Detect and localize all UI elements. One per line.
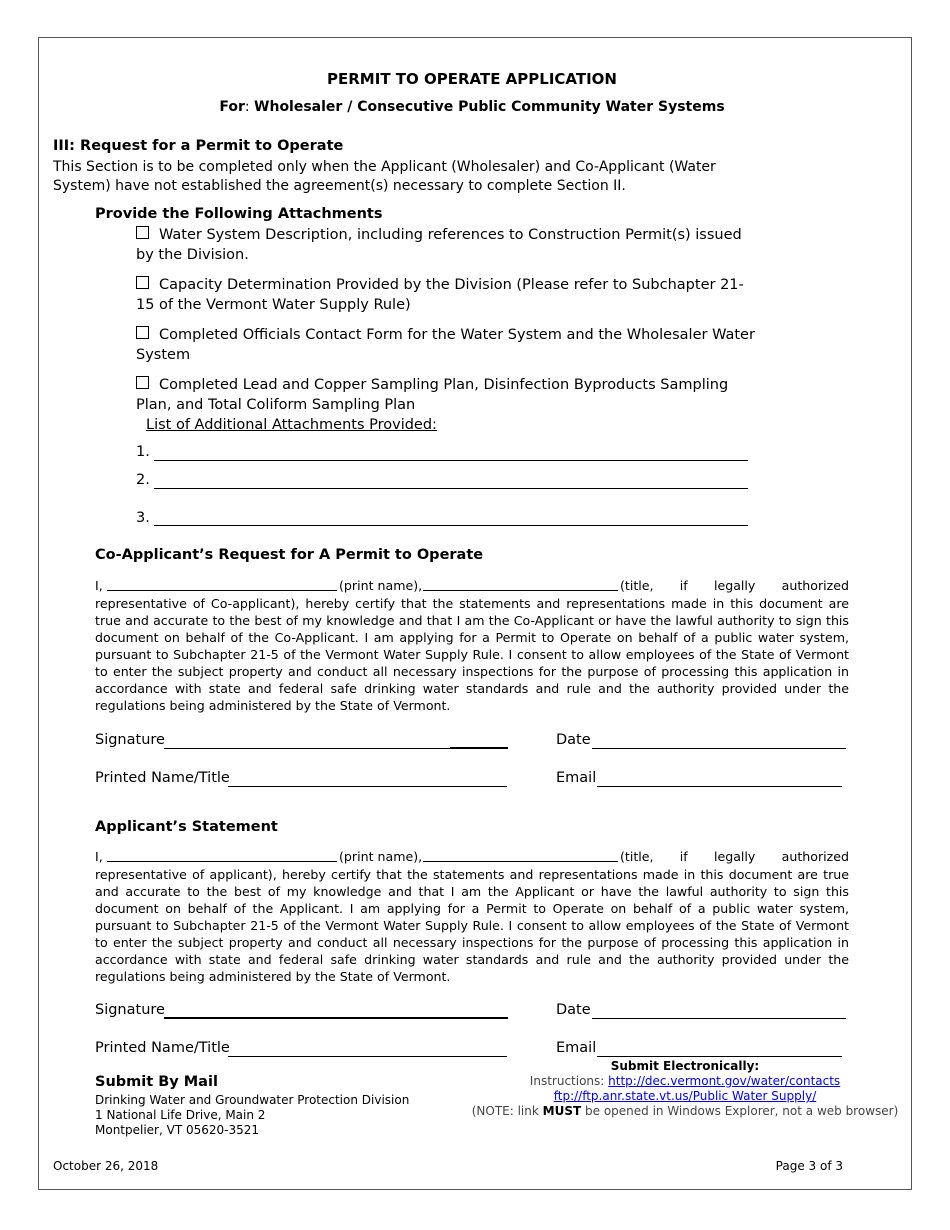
note-start: (NOTE: link	[471, 1104, 539, 1118]
co-applicant-print-name-line[interactable]	[107, 590, 337, 591]
footer-page-number: Page 3 of 3	[775, 1159, 843, 1173]
signature-underline-accent	[450, 747, 508, 749]
applicant-printed-name-label: Printed Name/Title	[95, 1040, 230, 1056]
applicant-print-name-label: (print name),	[339, 849, 423, 864]
applicant-signature-label: Signature	[95, 1002, 165, 1018]
attachment-label: Water System Description, including references to Construction Permit(s) issued by the Division.	[136, 227, 742, 263]
electronic-instructions	[470, 1074, 900, 1088]
instructions-label: Instructions:	[529, 1074, 605, 1088]
checkbox-icon[interactable]	[136, 326, 149, 339]
mail-city: Montpelier, VT 05620-3521	[95, 1123, 260, 1137]
applicant-email-field[interactable]	[597, 1056, 842, 1057]
applicant-heading: Applicant’s Statement	[95, 819, 278, 835]
co-applicant-print-name-label: (print name),	[339, 578, 423, 593]
applicant-print-name-line[interactable]	[107, 861, 337, 862]
checkbox-icon[interactable]	[136, 376, 149, 389]
checkbox-icon[interactable]	[136, 276, 149, 289]
subtitle-text: Wholesaler / Consecutive Public Community Water Systems	[254, 99, 725, 115]
attachment-label: Capacity Determination Provided by the Division (Please refer to Subchapter 21-15 of the Vermont Water Supply Rule)	[136, 277, 744, 313]
attachment-line-1[interactable]	[154, 460, 748, 461]
co-applicant-heading: Co-Applicant’s Request for A Permit to Operate	[95, 547, 484, 563]
attachment-item[interactable]	[136, 325, 756, 365]
applicant-title-label: (title, if legally authorized	[620, 849, 849, 864]
page-title: PERMIT TO OPERATE APPLICATION	[327, 70, 617, 88]
attachment-label: Completed Lead and Copper Sampling Plan, Disinfection Byproducts Sampling Plan, and Total Coliform Sampling Plan	[136, 377, 729, 413]
applicant-printed-name-field[interactable]	[228, 1056, 507, 1057]
mail-street: 1 National Life Drive, Main 2	[95, 1108, 266, 1122]
applicant-email-label: Email	[556, 1040, 597, 1056]
applicant-title-line[interactable]	[423, 861, 618, 862]
co-applicant-certification: representative of Co-applicant), hereby certify that the statements and representations made in this document are true and accurate to the best of my knowledge and that I am the Co-Applicant or have the lawful authority to sign this document on behalf of the Co-Applicant. I am applying for a Permit to Operate on behalf of a public water system, pursuant to Subchapter 21-5 of the Vermont Water Supply Rule. I consent to allow employees of the State of Vermont to enter the subject property and conduct all necessary inspections for the purpose of processing this application in accordance with state and federal safe drinking water standards and rule and the authority provided under the regulations being administered by the State of Vermont.	[95, 596, 849, 713]
co-applicant-date-label: Date	[556, 732, 591, 748]
attachment-line-3[interactable]	[154, 525, 748, 526]
co-applicant-email-label: Email	[556, 770, 597, 786]
checkbox-icon[interactable]	[136, 226, 149, 239]
applicant-date-field[interactable]	[592, 1018, 846, 1019]
attachment-number: 1.	[136, 444, 150, 460]
electronic-heading: Submit Electronically:	[610, 1059, 760, 1073]
applicant-date-label: Date	[556, 1002, 591, 1018]
attachment-line-2[interactable]	[154, 488, 748, 489]
mail-heading: Submit By Mail	[95, 1074, 218, 1090]
applicant-i: I,	[95, 849, 103, 864]
attachment-item[interactable]	[136, 375, 756, 415]
co-applicant-printed-name-label: Printed Name/Title	[95, 770, 230, 786]
ftp-link[interactable]: ftp://ftp.anr.state.vt.us/Public Water Supply/	[553, 1089, 817, 1103]
co-applicant-title-label: (title, if legally authorized	[620, 578, 849, 593]
subtitle-label: For	[219, 99, 245, 115]
attachment-item[interactable]	[136, 225, 756, 265]
co-applicant-email-field[interactable]	[597, 786, 842, 787]
applicant-certification: representative of applicant), hereby certify that the statements and representations made in this document are true and accurate to the best of my knowledge and that I am the Applicant or have the lawful authority to sign this document on behalf of the Applicant. I am applying for a Permit to Operate on behalf of a public water system, pursuant to Subchapter 21-5 of the Vermont Water Supply Rule. I consent to allow employees of the State of Vermont to enter the subject property and conduct all necessary inspections for the purpose of processing this application in accordance with state and federal safe drinking water standards and rule and the authority provided under the regulations being administered by the State of Vermont.	[95, 867, 849, 984]
co-applicant-date-field[interactable]	[592, 748, 846, 749]
additional-attachments-title: List of Additional Attachments Provided:	[146, 417, 437, 433]
page-subtitle: For: Wholesaler / Consecutive Public Community Water Systems	[219, 99, 725, 115]
attachment-item[interactable]	[136, 275, 756, 315]
electronic-note	[470, 1104, 900, 1118]
co-applicant-printed-name-field[interactable]	[228, 786, 507, 787]
co-applicant-i: I,	[95, 578, 103, 593]
note-end: be opened in Windows Explorer, not a web browser)	[585, 1104, 899, 1118]
section-intro: This Section is to be completed only when the Applicant (Wholesaler) and Co-Applicant (Water System) have not established the agreement(s) necessary to complete Section II.	[53, 159, 716, 194]
co-applicant-title-line[interactable]	[423, 590, 618, 591]
footer-date: October 26, 2018	[53, 1159, 159, 1173]
attachment-number: 2.	[136, 472, 150, 488]
applicant-signature-field[interactable]	[164, 1017, 508, 1019]
section-heading: III: Request for a Permit to Operate	[53, 138, 344, 154]
electronic-ftp	[470, 1089, 900, 1103]
instructions-link[interactable]: http://dec.vermont.gov/water/contacts	[608, 1074, 841, 1088]
co-applicant-signature-label: Signature	[95, 732, 165, 748]
attachment-number: 3.	[136, 510, 150, 526]
attachments-heading: Provide the Following Attachments	[95, 206, 383, 222]
mail-division: Drinking Water and Groundwater Protection Division	[95, 1093, 410, 1107]
note-must: MUST	[542, 1104, 582, 1118]
attachment-label: Completed Officials Contact Form for the Water System and the Wholesaler Water System	[136, 327, 755, 363]
